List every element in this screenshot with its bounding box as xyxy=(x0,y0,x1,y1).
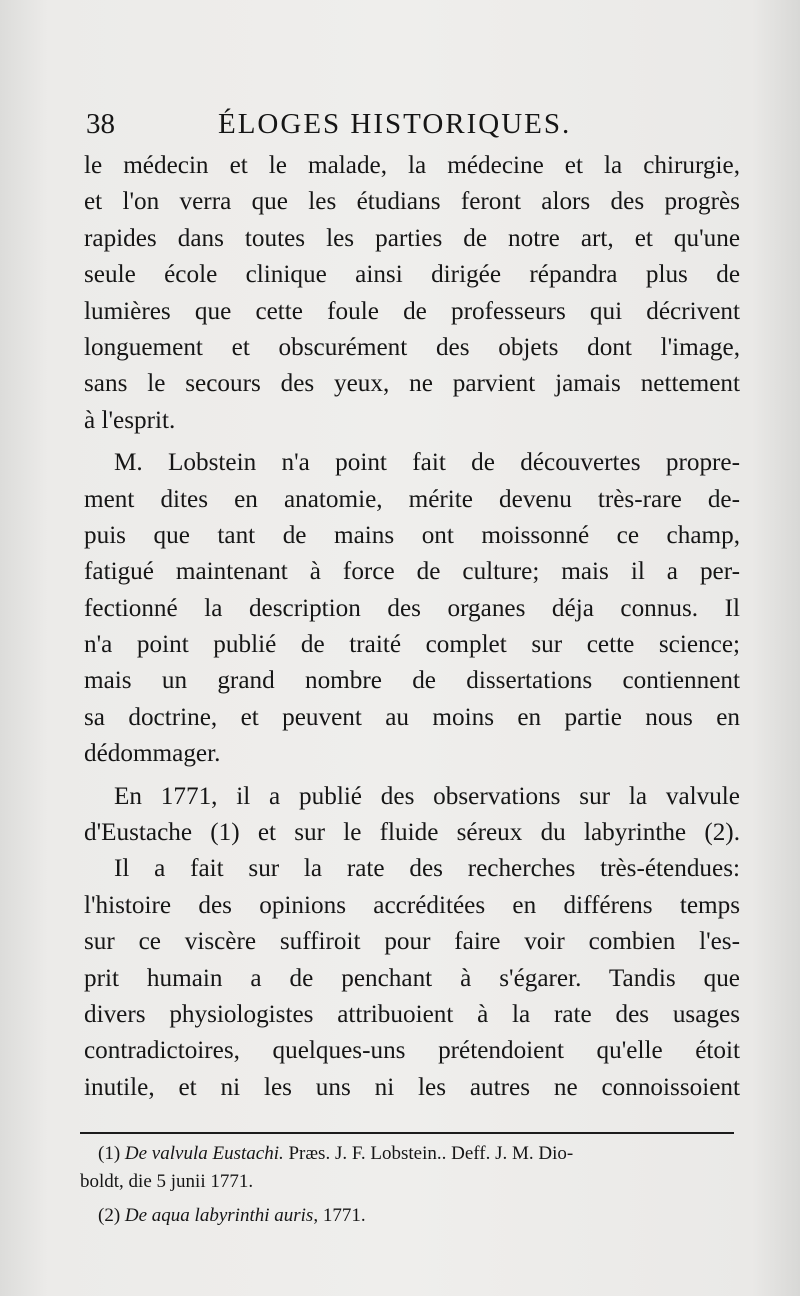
running-title: ÉLOGES HISTORIQUES. xyxy=(218,108,572,140)
text-line: divers physiologistes attribuoient à la rate des usages xyxy=(84,1000,740,1028)
body-text xyxy=(84,148,740,1106)
text-line: En 1771, il a publié des observations sur la valvule xyxy=(114,782,740,810)
text-line: d'Eustache (1) et sur le fluide séreux du labyrinthe (2). xyxy=(84,819,740,847)
text-line: M. Lobstein n'a point fait de découvertes propre- xyxy=(114,449,740,477)
text-line: Il a fait sur la rate des recherches très-étendues: xyxy=(114,855,740,883)
footnote-marker: (1) xyxy=(98,1143,121,1164)
text-line: à l'esprit. xyxy=(84,406,176,434)
text-line: fatigué maintenant à force de culture; mais il a per- xyxy=(84,558,740,586)
running-head xyxy=(86,108,746,148)
text-line: rapides dans toutes les parties de notre art, et qu'une xyxy=(84,224,740,252)
text-line: seule école clinique ainsi dirigée répandra plus de xyxy=(84,261,740,289)
footnotes xyxy=(80,1140,736,1230)
text-line: fectionné la description des organes déja connus. Il xyxy=(84,594,740,622)
text-line: le médecin et le malade, la médecine et la chirurgie, xyxy=(84,152,740,179)
footnote-divider xyxy=(80,1132,734,1134)
text-line: puis que tant de mains ont moissonné ce champ, xyxy=(84,521,740,549)
text-line: inutile, et ni les uns ni les autres ne connoissoient xyxy=(84,1073,740,1101)
footnote-text: Præs. J. F. Lobstein.. Deff. J. M. Dio- xyxy=(288,1143,574,1164)
text-line: prit humain a de penchant à s'égarer. Tandis que xyxy=(84,964,740,992)
text-line: contradictoires, quelques-uns prétendoient qu'elle étoit xyxy=(84,1037,740,1065)
footnote-marker: (2) xyxy=(98,1205,121,1226)
text-line: lumières que cette foule de professeurs qui décrivent xyxy=(84,297,740,325)
text-line: et l'on verra que les étudians feront alors des progrès xyxy=(84,188,740,216)
page-number: 38 xyxy=(86,108,115,140)
footnote-text: , 1771. xyxy=(313,1205,366,1226)
text-line: mais un grand nombre de dissertations contiennent xyxy=(84,667,740,695)
text-line: sa doctrine, et peuvent au moins en partie nous en xyxy=(84,703,740,731)
text-line: ment dites en anatomie, mérite devenu très-rare de- xyxy=(84,485,740,513)
footnote-1-continuation: boldt, die 5 junii 1771. xyxy=(80,1171,254,1192)
text-line: sans le secours des yeux, ne parvient jamais nettement xyxy=(84,370,740,398)
text-line: sur ce viscère suffiroit pour faire voir combien l'es- xyxy=(84,928,740,956)
footnote-1 xyxy=(80,1140,736,1168)
text-line: dédommager. xyxy=(84,740,221,768)
footnote-title: De valvula Eustachi. xyxy=(124,1143,284,1164)
footnote-title: De aqua labyrinthi auris xyxy=(124,1205,314,1226)
text-line: longuement et obscurément des objets dont l'image, xyxy=(84,333,740,361)
footnote-2 xyxy=(80,1202,736,1230)
text-line: l'histoire des opinions accréditées en différens temps xyxy=(84,891,740,919)
text-line: n'a point publié de traité complet sur cette science; xyxy=(84,631,740,659)
